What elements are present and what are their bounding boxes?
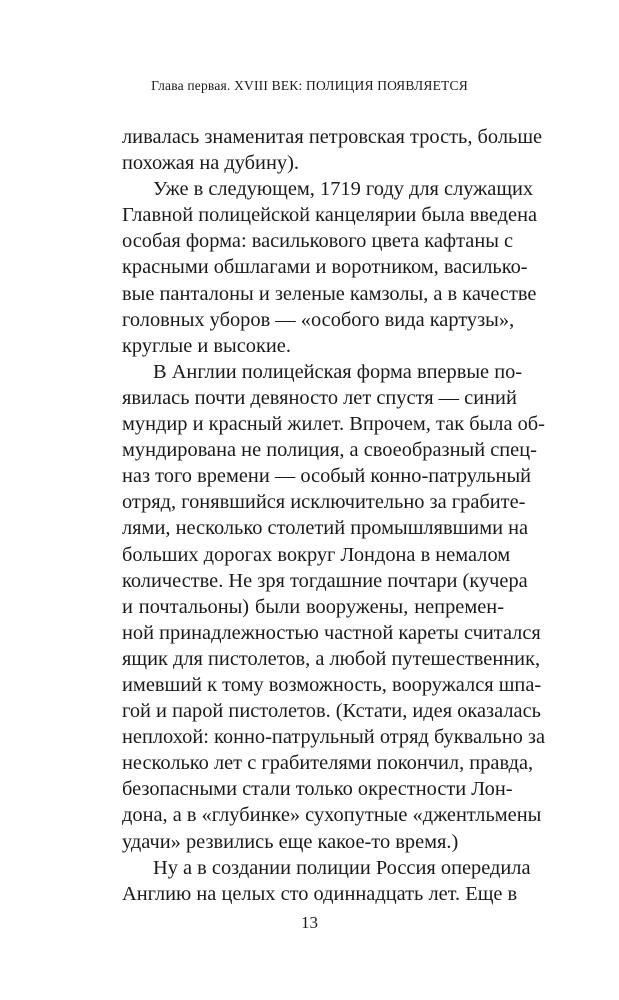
page-number: 13 bbox=[301, 913, 318, 932]
text-line: безопасными стали только окрестности Лон- bbox=[122, 778, 513, 801]
text-line: отряд, гонявшийся исключительно за грабите- bbox=[122, 491, 526, 514]
text-line: красными обшлагами и воротником, василько- bbox=[122, 256, 528, 279]
paragraph bbox=[122, 359, 546, 855]
running-head: Глава первая. XVIII ВЕК: ПОЛИЦИЯ ПОЯВЛЯЕТСЯ bbox=[151, 78, 468, 93]
text-line: количестве. Не зря тогдашние почтари (кучера bbox=[122, 569, 528, 592]
paragraph bbox=[122, 855, 531, 907]
text-line: Уже в следующем, 1719 году для служащих bbox=[153, 178, 534, 201]
text-line: больших дорогах вокруг Лондона в немалом bbox=[122, 543, 511, 566]
text-line: мундир и красный жилет. Впрочем, так была об- bbox=[122, 413, 545, 436]
paragraph bbox=[122, 176, 538, 359]
text-line: имевший к тому возможность, вооружался шпа- bbox=[122, 673, 542, 696]
text-line: ящик для пистолетов, а любой путешественник, bbox=[122, 647, 541, 670]
text-line: наз того времени — особый конно-патрульный bbox=[122, 465, 532, 488]
paragraph bbox=[122, 124, 543, 176]
text-line: Ну а в создании полиции Россия опередила bbox=[153, 856, 531, 879]
text-line: неплохой: конно-патрульный отряд буквально за bbox=[122, 726, 546, 749]
text-line: похожая на дубину). bbox=[122, 152, 299, 175]
text-line: Англию на целых сто одиннадцать лет. Еще в bbox=[122, 882, 518, 905]
body-text bbox=[122, 124, 546, 907]
text-line: несколько лет с грабителями покончил, правда, bbox=[122, 752, 534, 775]
text-line: ливалась знаменитая петровская трость, больше bbox=[122, 126, 543, 148]
text-line: круглые и высокие. bbox=[122, 334, 291, 357]
text-line: удачи» резвились еще какое-то время.) bbox=[122, 830, 459, 853]
text-line: явилась почти девяносто лет спустя — синий bbox=[122, 386, 517, 409]
text-line: и почтальоны) были вооружены, непремен- bbox=[122, 595, 504, 618]
text-line: мундирована не полиция, а своеобразный спец- bbox=[122, 439, 537, 462]
text-line: В Англии полицейская форма впервые по- bbox=[153, 360, 523, 383]
text-line: лями, несколько столетий промышлявшими на bbox=[122, 517, 529, 540]
text-line: ной принадлежностью частной кареты считался bbox=[122, 621, 541, 644]
text-line: вые панталоны и зеленые камзолы, а в качестве bbox=[122, 282, 537, 305]
text-line: гой и парой пистолетов. (Кстати, идея оказалась bbox=[122, 700, 541, 723]
text-line: головных уборов — «особого вида картузы», bbox=[122, 308, 515, 331]
text-line: дона, а в «глубинке» сухопутные «джентльмены bbox=[122, 804, 542, 827]
text-line: Главной полицейской канцелярии была введена bbox=[122, 204, 538, 227]
text-line: особая форма: василькового цвета кафтаны с bbox=[122, 230, 514, 253]
